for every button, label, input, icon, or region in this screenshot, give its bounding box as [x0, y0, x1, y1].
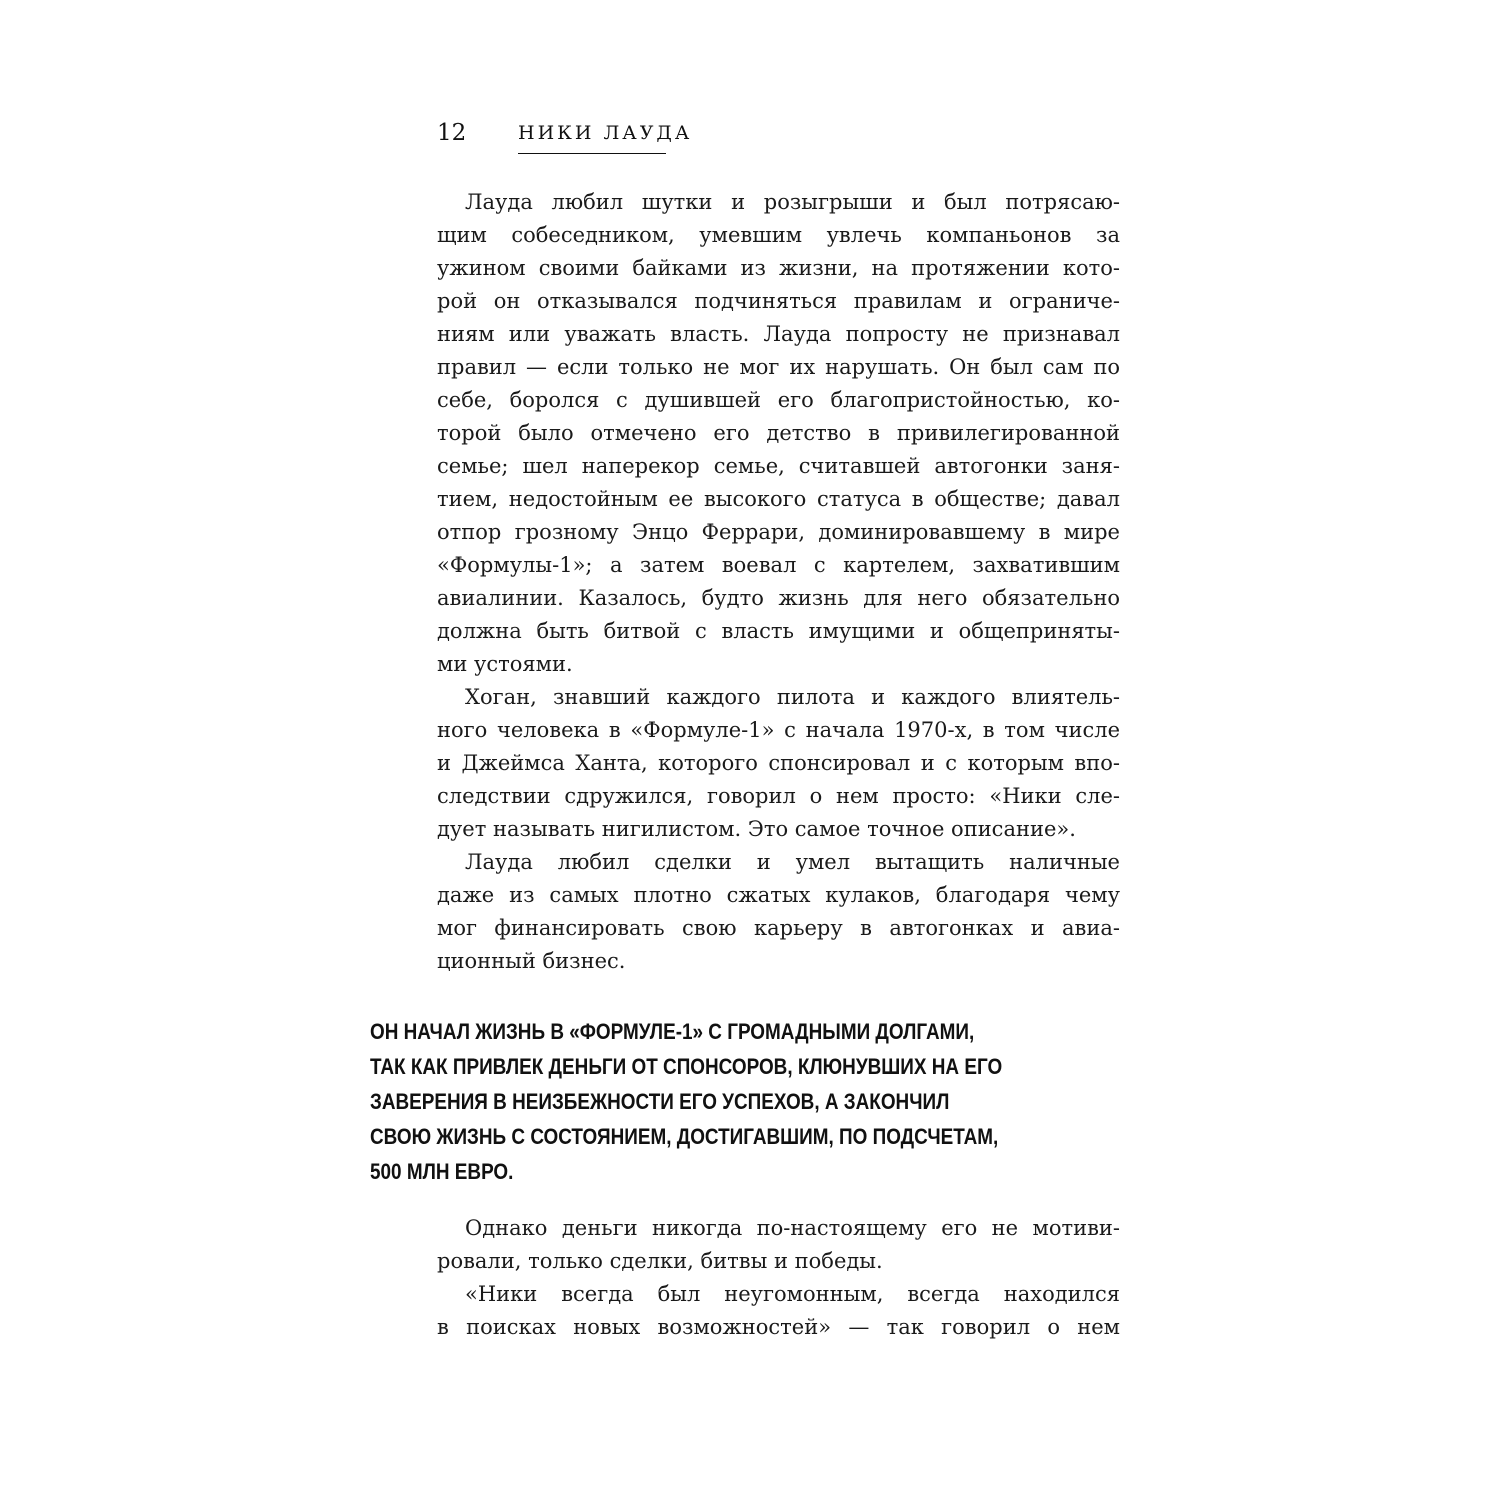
- text-line: Однако деньги никогда по-настоящему его не мотиви-: [465, 1216, 1120, 1240]
- running-head-rule: [518, 153, 666, 154]
- pull-quote: [370, 1014, 1090, 1189]
- text-line: дует называть нигилистом. Это самое точное описание».: [437, 817, 1076, 841]
- text-line: авиалинии. Казалось, будто жизнь для него обязательно: [437, 586, 1120, 610]
- text-line: «Формулы-1»; а затем воевал с картелем, захватившим: [437, 553, 1120, 577]
- text-line: и Джеймса Ханта, которого спонсировал и с которым впо-: [437, 751, 1120, 775]
- page-number: 12: [437, 120, 467, 146]
- body-text-top: [437, 186, 1120, 978]
- pull-quote-line: СВОЮ ЖИЗНЬ С СОСТОЯНИЕМ, ДОСТИГАВШИМ, ПО ПОДСЧЕТАМ,: [370, 1124, 999, 1149]
- text-line: мог финансировать свою карьеру в автогонках и авиа-: [437, 916, 1120, 940]
- text-line: Хоган, знавший каждого пилота и каждого влиятель-: [465, 685, 1120, 709]
- paragraph: [437, 846, 1120, 978]
- text-line: тием, недостойным ее высокого статуса в обществе; давал: [437, 487, 1120, 511]
- pull-quote-line: ЗАВЕРЕНИЯ В НЕИЗБЕЖНОСТИ ЕГО УСПЕХОВ, А ЗАКОНЧИЛ: [370, 1089, 950, 1114]
- text-line: следствии сдружился, говорил о нем просто: «Ники сле-: [437, 784, 1120, 808]
- text-line: торой было отмечено его детство в привилегированной: [437, 421, 1120, 445]
- text-line: себе, боролся с душившей его благопристойностью, ко-: [437, 388, 1120, 412]
- paragraph: [437, 1212, 1120, 1278]
- text-line: должна быть битвой с власть имущими и общеприняты-: [437, 619, 1120, 643]
- running-head-title: НИКИ ЛАУДА: [518, 122, 693, 144]
- text-line: ми устоями.: [437, 652, 573, 676]
- text-line: Лауда любил сделки и умел вытащить наличные: [465, 850, 1120, 874]
- body-text-bottom: [437, 1212, 1120, 1344]
- text-line: ного человека в «Формуле-1» с начала 1970-х, в том числе: [437, 718, 1120, 742]
- text-line: рой он отказывался подчиняться правилам и ограниче-: [437, 289, 1120, 313]
- pull-quote-line: ОН НАЧАЛ ЖИЗНЬ В «ФОРМУЛЕ-1» С ГРОМАДНЫМИ ДОЛГАМИ,: [370, 1019, 975, 1044]
- text-line: в поисках новых возможностей» — так говорил о нем: [437, 1315, 1120, 1339]
- text-line: ужином своими байками из жизни, на протяжении кото-: [437, 256, 1120, 280]
- text-line: «Ники всегда был неугомонным, всегда находился: [465, 1282, 1120, 1306]
- pull-quote-line: 500 МЛН ЕВРО.: [370, 1159, 514, 1184]
- paragraph: [437, 186, 1120, 681]
- text-line: ционный бизнес.: [437, 949, 626, 973]
- paragraph: [437, 1278, 1120, 1344]
- text-line: отпор грозному Энцо Феррари, доминировавшему в мире: [437, 520, 1120, 544]
- pull-quote-line: ТАК КАК ПРИВЛЕК ДЕНЬГИ ОТ СПОНСОРОВ, КЛЮНУВШИХ НА ЕГО: [370, 1054, 1003, 1079]
- text-line: даже из самых плотно сжатых кулаков, благодаря чему: [437, 883, 1120, 907]
- text-line: семье; шел наперекор семье, считавшей автогонки заня-: [437, 454, 1120, 478]
- text-line: Лауда любил шутки и розыгрыши и был потрясаю-: [465, 190, 1120, 214]
- text-line: правил — если только не мог их нарушать. Он был сам по: [437, 355, 1120, 379]
- text-line: ровали, только сделки, битвы и победы.: [437, 1249, 883, 1273]
- paragraph: [437, 681, 1120, 846]
- text-line: щим собеседником, умевшим увлечь компаньонов за: [437, 223, 1120, 247]
- text-line: ниям или уважать власть. Лауда попросту не признавал: [437, 322, 1120, 346]
